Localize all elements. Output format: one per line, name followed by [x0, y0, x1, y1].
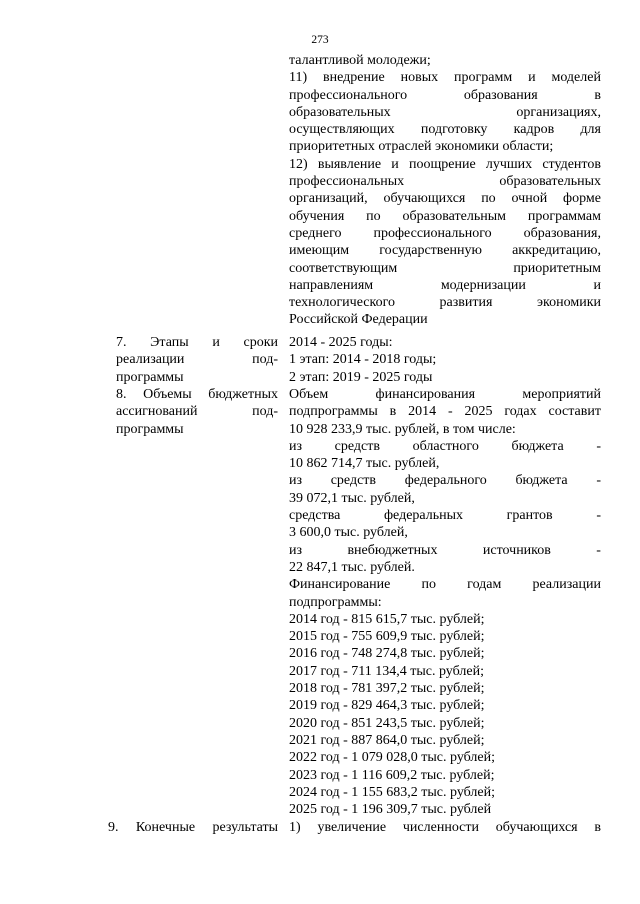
text-line: 2020 год - 851 243,5 тыс. рублей; — [289, 715, 485, 731]
section-9-text — [289, 819, 601, 836]
text-line: Финансирование по годам реализации — [289, 577, 601, 593]
text-line: 2018 год - 781 397,2 тыс. рублей; — [289, 681, 485, 697]
text-line: талантливой молодежи; — [289, 53, 431, 68]
text-line: Объем финансирования мероприятий — [289, 387, 601, 402]
text-line: 8. Объемы бюджетных — [116, 387, 278, 402]
text-line: 12) выявление и поощрение лучших студентов — [289, 156, 601, 172]
text-line: 2022 год - 1 079 028,0 тыс. рублей; — [289, 750, 496, 766]
text-line: среднего профессионального образования, — [289, 225, 601, 241]
section-8-label — [116, 386, 278, 438]
text-line: осуществляющих подготовку кадров для — [289, 122, 601, 138]
text-line: ассигнований под- — [116, 404, 278, 420]
text-line: 2017 год - 711 134,4 тыс. рублей; — [289, 663, 484, 679]
text-line: подпрограммы в 2014 - 2025 годах составит — [289, 404, 601, 420]
text-line: 7. Этапы и сроки — [116, 335, 278, 350]
text-line: 2021 год - 887 864,0 тыс. рублей; — [289, 732, 485, 748]
text-line: организаций, обучающихся по очной форме — [289, 191, 601, 207]
text-line: обучения по образовательным программам — [289, 208, 601, 224]
page-number: 273 — [311, 34, 329, 46]
text-line: профессиональных образовательных — [289, 174, 601, 190]
intro-text — [289, 52, 601, 329]
text-line: 2 этап: 2019 - 2025 годы — [289, 369, 433, 385]
text-line: 39 072,1 тыс. рублей, — [289, 490, 415, 506]
text-line: 3 600,0 тыс. рублей, — [289, 525, 408, 541]
text-line: подпрограммы: — [289, 594, 382, 610]
text-line: 22 847,1 тыс. рублей. — [289, 559, 415, 575]
text-line: 2016 год - 748 274,8 тыс. рублей; — [289, 646, 485, 662]
text-line: программы — [116, 421, 184, 437]
text-line: программы — [116, 369, 184, 385]
text-line: 9. Конечные результаты — [108, 820, 278, 835]
section-9-label — [108, 819, 278, 836]
text-line: 1 этап: 2014 - 2018 годы; — [289, 352, 437, 368]
text-line: профессионального образования в — [289, 87, 601, 103]
text-line: реализации под- — [116, 352, 278, 368]
text-line: 2014 - 2025 годы: — [289, 335, 393, 350]
text-line: из средств федерального бюджета - — [289, 473, 601, 489]
section-7-text — [289, 334, 601, 386]
text-line: приоритетных отраслей экономики области; — [289, 139, 554, 155]
text-line: 10 928 233,9 тыс. рублей, в том числе: — [289, 421, 516, 437]
text-line: направлениям модернизации и — [289, 277, 601, 293]
text-line: 2023 год - 1 116 609,2 тыс. рублей; — [289, 767, 495, 783]
text-line: 2024 год - 1 155 683,2 тыс. рублей; — [289, 784, 496, 800]
text-line: 10 862 714,7 тыс. рублей, — [289, 456, 440, 472]
text-line: соответствующим приоритетным — [289, 260, 601, 276]
text-line: имеющим государственную аккредитацию, — [289, 243, 601, 259]
text-line: средства федеральных грантов - — [289, 508, 601, 524]
text-line: образовательных организациях, — [289, 104, 601, 120]
text-line: 1) увеличение численности обучающихся в — [289, 820, 601, 835]
text-line: Российской Федерации — [289, 312, 428, 328]
text-line: 2014 год - 815 615,7 тыс. рублей; — [289, 611, 485, 627]
text-line: 2025 год - 1 196 309,7 тыс. рублей — [289, 802, 492, 818]
text-line: из средств областного бюджета - — [289, 438, 601, 454]
text-line: 2019 год - 829 464,3 тыс. рублей; — [289, 698, 485, 714]
section-8-text — [289, 386, 601, 818]
text-line: технологического развития экономики — [289, 295, 601, 311]
text-line: 2015 год - 755 609,9 тыс. рублей; — [289, 629, 485, 645]
text-line: 11) внедрение новых программ и моделей — [289, 70, 601, 86]
section-7-label — [116, 334, 278, 386]
text-line: из внебюджетных источников - — [289, 542, 601, 558]
